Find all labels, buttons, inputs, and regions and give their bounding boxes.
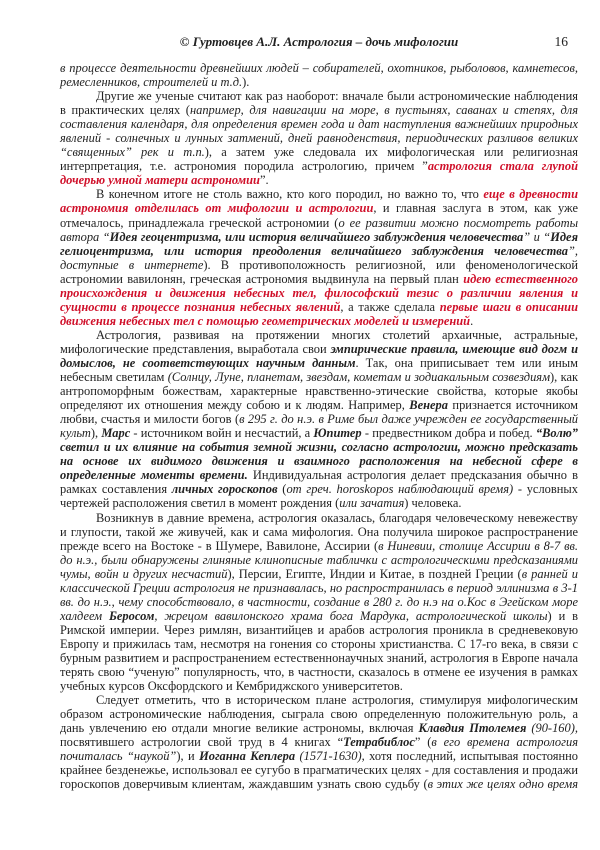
bold-italic-run: Марс [101, 426, 131, 441]
italic-run: в 295 г. до н.э. в Риме был даже учрежден ее государственный культ [60, 412, 578, 441]
italic-run: или зачатия [339, 496, 405, 511]
text-run: ), и [176, 749, 200, 764]
bold-italic-run: Юпитер [313, 426, 362, 441]
text-run: . Так, она приписывает тем или иным небесным светилам [60, 355, 578, 385]
italic-run: о ее развитии можно посмотреть работы автора “ [60, 215, 579, 244]
italic-run: , жрецом вавилонского храма бога Мардука, астрологической школы [154, 608, 548, 623]
text-run: В конечном итоге не столь важно, кто кого породил, но важно то, что [96, 187, 484, 202]
text-run: признается источником любви, счастья и милости богов ( [60, 398, 578, 427]
paragraph [60, 61, 578, 89]
highlighted-run: идею естественного происхождения и движения небесных тел, философский тезис о различии явления и сущности в процессе познания небесных явлений [60, 271, 579, 314]
bold-italic-run: Идея геоцентризма, или история величайшего заблуждения человечества [109, 229, 524, 244]
bold-italic-run: “Волю” светил и их влияние на события земной жизни, согласно астрологии, можно предсказать на основе их видимого движения и взаимного расположения на небесной сфере в определенные моменты времени. [60, 426, 578, 483]
text-run: хотя последний, испытывая постоянно крайнее безденежье, использовал ее сугубо в прагматических целях - для составления и продажи гороскопов доверчивым клиентам, жаждавшим узнать свою судьбу ( [60, 749, 578, 792]
text-run: ), а затем уже следовала их мифологическая или религиозная интерпретация, т.е. астрономия породила астрологию, причем ” [60, 145, 578, 174]
italic-run: (90-160), [526, 721, 578, 736]
italic-run: в ранней и классической Греции астрология не признавалась, но распространилась в период эллинизма в 3-1 вв. до н.э., чему способствовало, в частности, создание в 280 г. до н.э на о.Кос в Эгейском море халдеем [60, 566, 578, 623]
running-title: © Гуртовцев А.Л. Астрология – дочь мифологии [179, 34, 459, 49]
highlighted-run: еще в древности астрономия отделилась от мифологии и астрологии [60, 187, 578, 216]
italic-run: например, для навигации на море, в пустынях, саванах и степях, для составления календаря, для определения времен года и дат наступления важнейших природных явлений - солнечных и лунных затмений, дней равноденствия, периодических разливов великих “священных” рек и т.п. [60, 103, 579, 160]
text-run: ( [277, 482, 287, 497]
page-header [60, 34, 578, 52]
italic-run: (Солнцу, Луне, планетам, звездам, кометам и зодиакальным созвездиям [167, 370, 551, 385]
bold-italic-run: Иоганна Кеплера [199, 749, 296, 764]
text-run: ). [242, 75, 250, 90]
text-run: . [470, 313, 474, 328]
text-run: Астрология, развивая на протяжении многих столетий архаичные, астральные, мифологические представления, выработала свои [60, 327, 578, 356]
text-run: Следует отметить, что в историческом плане астрология, стимулируя мифологическим образом астрономические наблюдения, сыграла свою определенную положительную роль, а дань увлечению ею отдали многие великие астрономы, включая [60, 693, 578, 736]
highlighted-run: астрология стала глупой дочерью умной матери астрономии [60, 159, 579, 188]
italic-run: в его времена астрология почиталась “наукой” [60, 735, 579, 764]
bold-italic-run: Идея гелиоцентризма, или история преодоления величайшего заблуждения человечества [60, 229, 578, 258]
text-run: - предвестником добра и побед. [361, 426, 536, 441]
paragraph [60, 89, 578, 187]
paragraph [60, 693, 578, 791]
italic-run: ” и “ [523, 229, 551, 244]
document-body [60, 61, 578, 791]
text-run: Возникнув в давние времена, астрология оказалась, благодаря человеческому невежеству и глупости, такой же живучей, как и сама мифология. Она получила широкое распространение прежде всего на Востоке - в Шумере, Вавилоне, Ассирии ( [60, 510, 578, 553]
italic-run: в этих же целях одно время [427, 777, 578, 792]
text-run: ”. [259, 173, 269, 188]
text-run: ) и в Римской империи. Через римлян, византийцев и арабов астрология проникла в средневековую Европу и прижилась там, несмотря на гонения со стороны христианства. С 17-го века, в связи с бурным развитием и распространением естественнонаучных знаний, астрология в Европе начала терять свою “ученую” популярность, что, в частности, сказалось в отмене ее изучения в рамках учебных курсов Оксфордского и Кембриджского университетов. [60, 608, 578, 694]
bold-italic-run: Клавдия Птолемея [418, 721, 527, 736]
text-run: ), [90, 426, 102, 441]
bold-italic-run: Венера [409, 398, 448, 413]
paragraph [60, 328, 578, 511]
text-run: посвятившего астрологии свой труд в 4 книгах “ [60, 735, 344, 750]
page-number: 16 [554, 34, 568, 49]
text-run: ). В противоположность религиозной, или феноменологической астрономии вавилонян, греческая астрономия выдвинула на первый план [60, 257, 579, 286]
text-run: - условных чертежей расположения светил в момент рождения ( [60, 482, 578, 511]
italic-run: от греч. horoskopos наблюдающий время) [286, 482, 514, 497]
bold-italic-run: эмпирические правила, имеющие вид догм и домыслов, не соответствующих научным данным [60, 341, 579, 370]
bold-italic-run: Беросом [109, 608, 155, 623]
text-run: Индивидуальная астрология делает предсказания обычно в рамках составления [60, 468, 578, 497]
italic-run: в процессе деятельности древнейших людей – собирателей, охотников, рыболовов, камнетесов, ремесленников, строителей и т.д. [60, 61, 578, 90]
paragraph [60, 511, 578, 694]
highlighted-run: первые шаги в описании движения небесных тел с помощью геометрических моделей и измерений [60, 299, 579, 328]
paragraph [60, 187, 578, 327]
text-run: , и главная заслуга в этом, как уже отмечалось, принадлежала греческой астрономии ( [60, 201, 578, 230]
italic-run: в Ниневии, столице Ассирии в 8-7 вв. до н.э., были обнаружены глиняные клинописные таблички с астрологическими предсказаниями чумы, войн и других несчастий [60, 538, 578, 581]
text-run: ), как антропоморфным божествам, характерные нравственно-этические свойства, которые якобы определяют их отношения между собою и к людям. Например, [60, 370, 579, 413]
text-run: Другие же ученые считают как раз наоборот: вначале были астрономические наблюдения в практических целях ( [60, 89, 578, 118]
text-run: ), Персии, Египте, Индии и Китае, в поздней Греции ( [227, 566, 522, 581]
bold-italic-run: Тетрабиблос [343, 735, 415, 750]
text-run: ” ( [414, 735, 432, 750]
italic-run: ”, доступные в интернете [60, 243, 578, 272]
text-run: , а также сделала [340, 299, 440, 314]
italic-run: (1571-1630), [295, 749, 365, 764]
text-run: ) человека. [404, 496, 462, 511]
bold-italic-run: личных гороскопов [171, 482, 278, 497]
text-run: - источником войн и несчастий, а [130, 426, 314, 441]
